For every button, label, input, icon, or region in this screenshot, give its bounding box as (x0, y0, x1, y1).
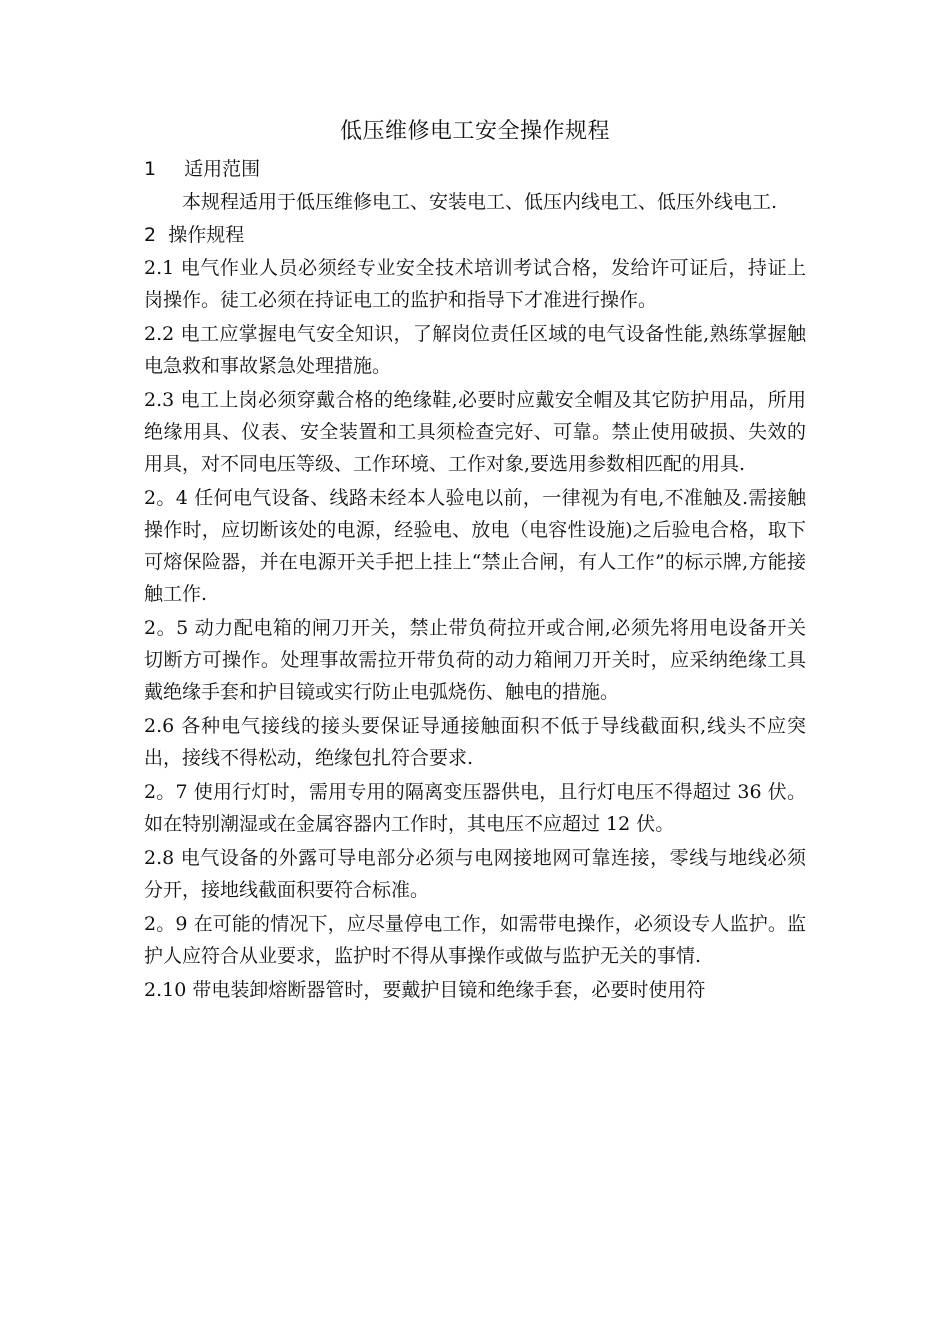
section-title: 操作规程 (168, 224, 245, 246)
clause-2-1: 2.1 电气作业人员必须经专业安全技术培训考试合格，发给许可证后，持证上岗操作。徒工必须在持证电工的监护和指导下才准进行操作。 (144, 257, 806, 311)
clause-2-6: 2.6 各种电气接线的接头要保证导通接触面积不低于导线截面积,线头不应突出，接线不得松动，绝缘包扎符合要求. (144, 715, 806, 769)
section-number: 1 (144, 158, 157, 180)
clause-2-10: 2.10 带电装卸熔断器管时，要戴护目镜和绝缘手套，必要时使用符 (144, 979, 706, 1001)
clause-2-8: 2.8 电气设备的外露可导电部分必须与电网接地网可靠连接，零线与地线必须分开，接地线截面积要符合标准。 (144, 847, 806, 901)
clause-2-5: 2。5 动力配电箱的闸刀开关，禁止带负荷拉开或合闸,必须先将用电设备开关切断方可操作。处理事故需拉开带负荷的动力箱闸刀开关时，应采纳绝缘工具戴绝缘手套和护目镜或实行防止电弧烧伤、触电的措施。 (144, 617, 806, 703)
section-title: 适用范围 (184, 158, 261, 180)
paragraph-scope: 本规程适用于低压维修电工、安装电工、低压内线电工、低压外线电工. (182, 191, 778, 213)
clause-2-9: 2。9 在可能的情况下，应尽量停电工作，如需带电操作，必须设专人监护。监护人应符合从业要求，监护时不得从事操作或做与监护无关的事情. (144, 913, 806, 967)
section-number: 2 (144, 224, 157, 246)
section-heading-scope (144, 152, 806, 184)
document-body (144, 152, 806, 1006)
clause-2-2: 2.2 电工应掌握电气安全知识，了解岗位责任区域的电气设备性能,熟练掌握触电急救和事故紧急处理措施。 (144, 323, 806, 377)
document-title: 低压维修电工安全操作规程 (339, 119, 610, 144)
section-heading-procedures (144, 218, 806, 250)
clause-2-4: 2。4 任何电气设备、线路未经本人验电以前，一律视为有电,不准触及.需接触操作时，应切断该处的电源，经验电、放电（电容性设施)之后验电合格，取下可熔保险器，并在电源开关手把上挂上“禁止合闸，有人工作”的标示牌,方能接触工作. (144, 487, 806, 605)
clause-2-7: 2。7 使用行灯时，需用专用的隔离变压器供电，且行灯电压不得超过 36 伏。如在特别潮湿或在金属容器内工作时，其电压不应超过 12 伏。 (144, 781, 806, 835)
clause-2-3: 2.3 电工上岗必须穿戴合格的绝缘鞋,必要时应戴安全帽及其它防护用品，所用绝缘用具、仪表、安全装置和工具须检查完好、可靠。禁止使用破损、失效的用具，对不同电压等级、工作环境、工作对象,要选用参数相匹配的用具. (144, 389, 806, 475)
